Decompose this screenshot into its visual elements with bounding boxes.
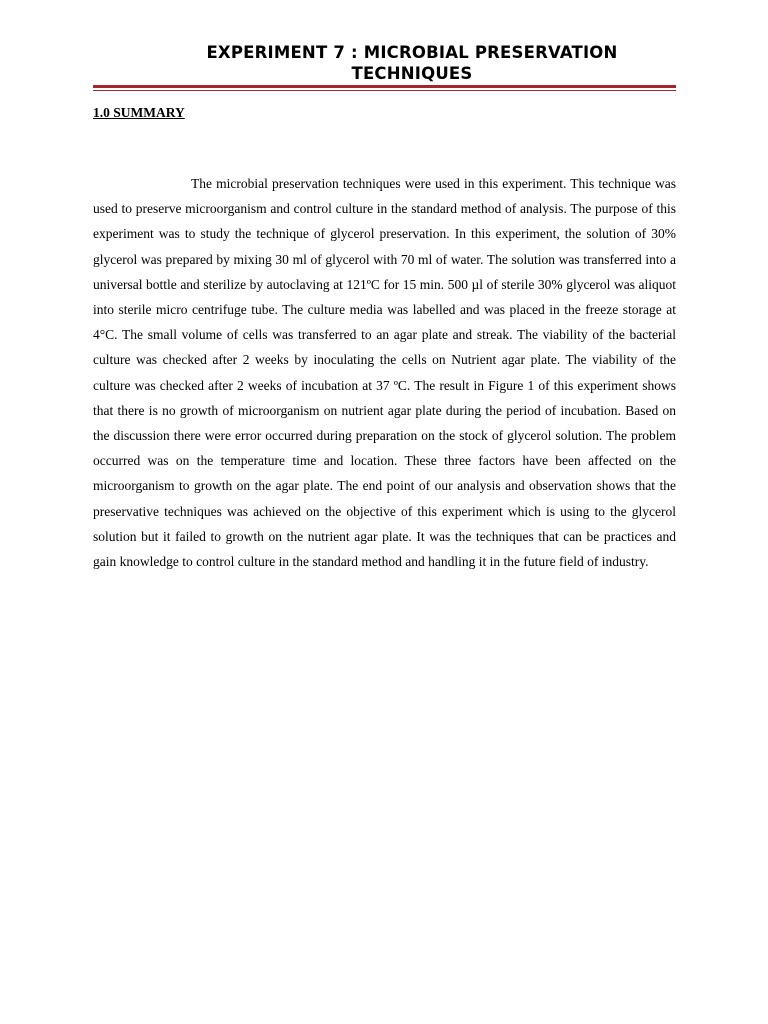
- section-heading-summary: 1.0 SUMMARY: [93, 105, 185, 120]
- title-line-2: TECHNIQUES: [351, 64, 473, 83]
- title-divider-thin: [93, 90, 676, 91]
- page-title: [92, 42, 732, 84]
- title-divider-thick: [93, 85, 676, 88]
- title-line-1: EXPERIMENT 7 : MICROBIAL PRESERVATION: [206, 43, 618, 62]
- summary-paragraph: The microbial preservation techniques were used in this experiment. This technique was used to preserve microorganism and control culture in the standard method of analysis. The purpose of this experiment was to study the technique of glycerol preservation. In this experiment, the solution of 30% glycerol was prepared by mixing 30 ml of glycerol with 70 ml of water. The solution was transferred into a universal bottle and sterilize by autoclaving at 121ºC for 15 min. 500 µl of sterile 30% glycerol was aliquot into sterile micro centrifuge tube. The culture media was labelled and was placed in the freeze storage at 4°C. The small volume of cells was transferred to an agar plate and streak. The viability of the bacterial culture was checked after 2 weeks by inoculating the cells on Nutrient agar plate. The viability of the culture was checked after 2 weeks of incubation at 37 ºC. The result in Figure 1 of this experiment shows that there is no growth of microorganism on nutrient agar plate during the period of incubation. Based on the discussion there were error occurred during preparation on the stock of glycerol solution. The problem occurred was on the temperature time and location. These three factors have been affected on the microorganism to growth on the agar plate. The end point of our analysis and observation shows that the preservative techniques was achieved on the objective of this experiment which is using to the glycerol solution but it failed to growth on the nutrient agar plate. It was the techniques that can be practices and gain knowledge to control culture in the standard method and handling it in the future field of industry.: [93, 176, 676, 570]
